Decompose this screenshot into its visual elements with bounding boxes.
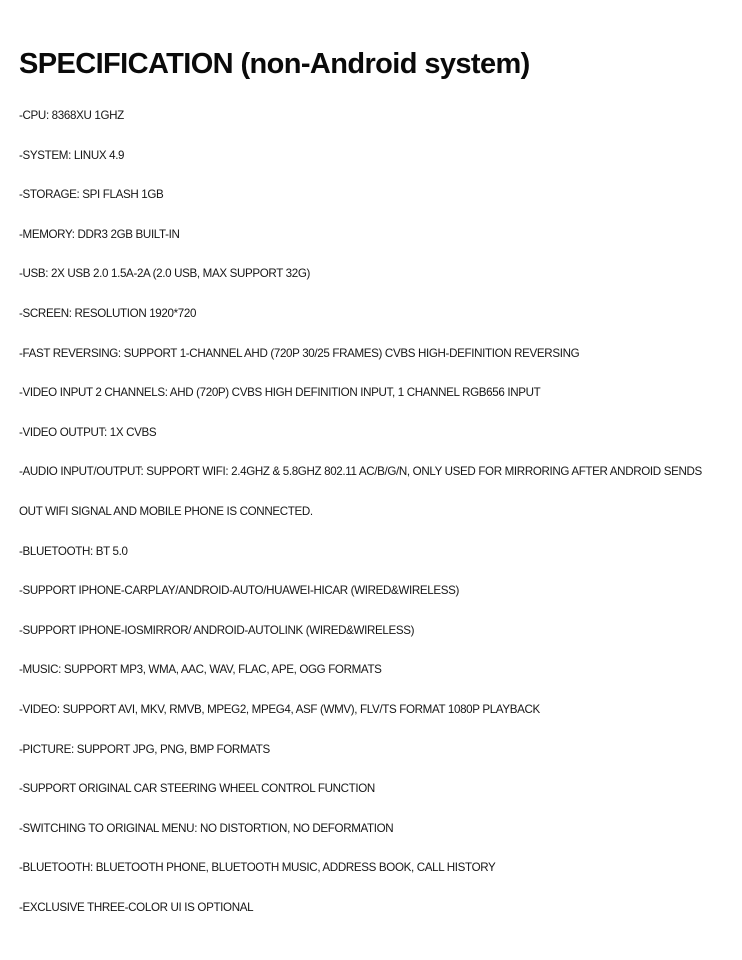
spec-line-fast-reversing: -FAST REVERSING: SUPPORT 1-CHANNEL AHD (720P 30/25 FRAMES) CVBS HIGH-DEFINITION REVERSING: [19, 346, 580, 360]
spec-line-bluetooth-features: -BLUETOOTH: BLUETOOTH PHONE, BLUETOOTH MUSIC, ADDRESS BOOK, CALL HISTORY: [19, 861, 496, 875]
spec-line-ui-option: -EXCLUSIVE THREE-COLOR UI IS OPTIONAL: [19, 900, 254, 914]
spec-line-video-input: -VIDEO INPUT 2 CHANNELS: AHD (720P) CVBS HIGH DEFINITION INPUT, 1 CHANNEL RGB656 INPUT: [19, 386, 541, 400]
spec-line-bluetooth-version: -BLUETOOTH: BT 5.0: [19, 544, 128, 558]
spec-line-picture: -PICTURE: SUPPORT JPG, PNG, BMP FORMATS: [19, 742, 270, 756]
spec-line-video: -VIDEO: SUPPORT AVI, MKV, RMVB, MPEG2, MPEG4, ASF (WMV), FLV/TS FORMAT 1080P PLAYBACK: [19, 702, 540, 716]
spec-line-video-output: -VIDEO OUTPUT: 1X CVBS: [19, 425, 157, 439]
spec-line-iosmirror: -SUPPORT IPHONE-IOSMIRROR/ ANDROID-AUTOLINK (WIRED&WIRELESS): [19, 623, 415, 637]
page-title: SPECIFICATION (non-Android system): [19, 48, 530, 80]
spec-line-music: -MUSIC: SUPPORT MP3, WMA, AAC, WAV, FLAC, APE, OGG FORMATS: [19, 663, 382, 677]
spec-line-audio-io-continued: OUT WIFI SIGNAL AND MOBILE PHONE IS CONNECTED.: [19, 504, 313, 518]
spec-line-cpu: -CPU: 8368XU 1GHZ: [19, 109, 124, 122]
spec-line-carplay: -SUPPORT IPHONE-CARPLAY/ANDROID-AUTO/HUAWEI-HICAR (WIRED&WIRELESS): [19, 584, 460, 598]
spec-line-memory: -MEMORY: DDR3 2GB BUILT-IN: [19, 227, 180, 241]
spec-line-storage: -STORAGE: SPI FLASH 1GB: [19, 188, 164, 202]
spec-list: [19, 106, 731, 937]
spec-line-steering-wheel: -SUPPORT ORIGINAL CAR STEERING WHEEL CONTROL FUNCTION: [19, 782, 375, 796]
spec-line-usb: -USB: 2X USB 2.0 1.5A-2A (2.0 USB, MAX SUPPORT 32G): [19, 267, 311, 281]
spec-line-system: -SYSTEM: LINUX 4.9: [19, 148, 125, 162]
spec-line-screen: -SCREEN: RESOLUTION 1920*720: [19, 306, 197, 320]
spec-line-audio-io: -AUDIO INPUT/OUTPUT: SUPPORT WIFI: 2.4GHZ & 5.8GHZ 802.11 AC/B/G/N, ONLY USED FOR MIRRORING AFTER ANDROID SENDS: [19, 465, 702, 479]
spec-line-original-menu: -SWITCHING TO ORIGINAL MENU: NO DISTORTION, NO DEFORMATION: [19, 821, 394, 835]
